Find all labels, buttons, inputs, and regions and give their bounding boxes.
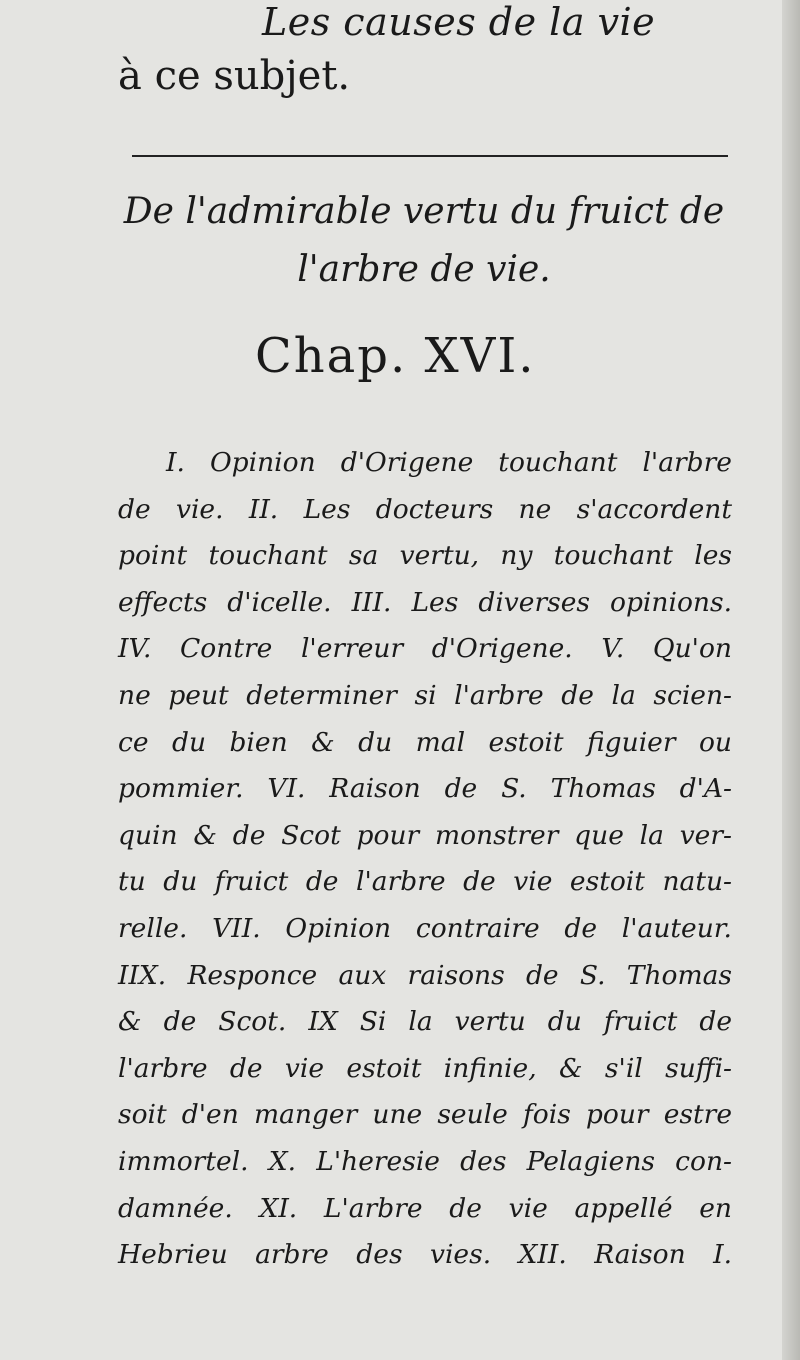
summary-line: immortel. X. L'heresie des Pelagiens con-: [118, 1145, 732, 1177]
summary-line: ce du bien & du mal estoit figuier ou: [118, 726, 732, 758]
chapter-summary: [118, 440, 732, 1279]
chapter-title: [118, 183, 730, 299]
summary-line: IV. Contre l'erreur d'Origene. V. Qu'on: [118, 633, 732, 665]
summary-line: effects d'icelle. III. Les diverses opinions.: [118, 586, 732, 618]
page-edge: [782, 0, 800, 1360]
running-head: Les causes de la vie: [262, 0, 656, 44]
summary-line: & de Scot. IX Si la vertu du fruict de: [118, 1006, 732, 1038]
continuation-text: à ce subjet.: [118, 53, 351, 99]
summary-line: quin & de Scot pour monstrer que la ver-: [118, 819, 732, 851]
summary-line: tu du fruict de l'arbre de vie estoit natu-: [118, 866, 732, 898]
summary-line: IIX. Responce aux raisons de S. Thomas: [118, 959, 732, 991]
summary-line: I. Opinion d'Origene touchant l'arbre: [166, 447, 732, 478]
summary-line: relle. VII. Opinion contraire de l'auteur.: [118, 912, 732, 944]
summary-line: pommier. VI. Raison de S. Thomas d'A-: [118, 773, 732, 805]
summary-line: point touchant sa vertu, ny touchant les: [118, 540, 732, 572]
summary-line: l'arbre de vie estoit infinie, & s'il suffi-: [118, 1052, 732, 1084]
summary-line: ne peut determiner si l'arbre de la scien-: [118, 679, 732, 711]
chapter-title-line: l'arbre de vie.: [297, 249, 551, 290]
section-rule: [132, 155, 728, 157]
summary-line: Hebrieu arbre des vies. XII. Raison I.: [118, 1239, 732, 1271]
summary-line: damnée. XI. L'arbre de vie appellé en: [118, 1192, 732, 1224]
chapter-number: Chap. XVI.: [255, 328, 536, 384]
summary-line: de vie. II. Les docteurs ne s'accordent: [118, 493, 732, 525]
summary-line: soit d'en manger une seule fois pour estre: [118, 1099, 732, 1131]
chapter-title-line: De l'admirable vertu du fruict de: [123, 191, 725, 232]
